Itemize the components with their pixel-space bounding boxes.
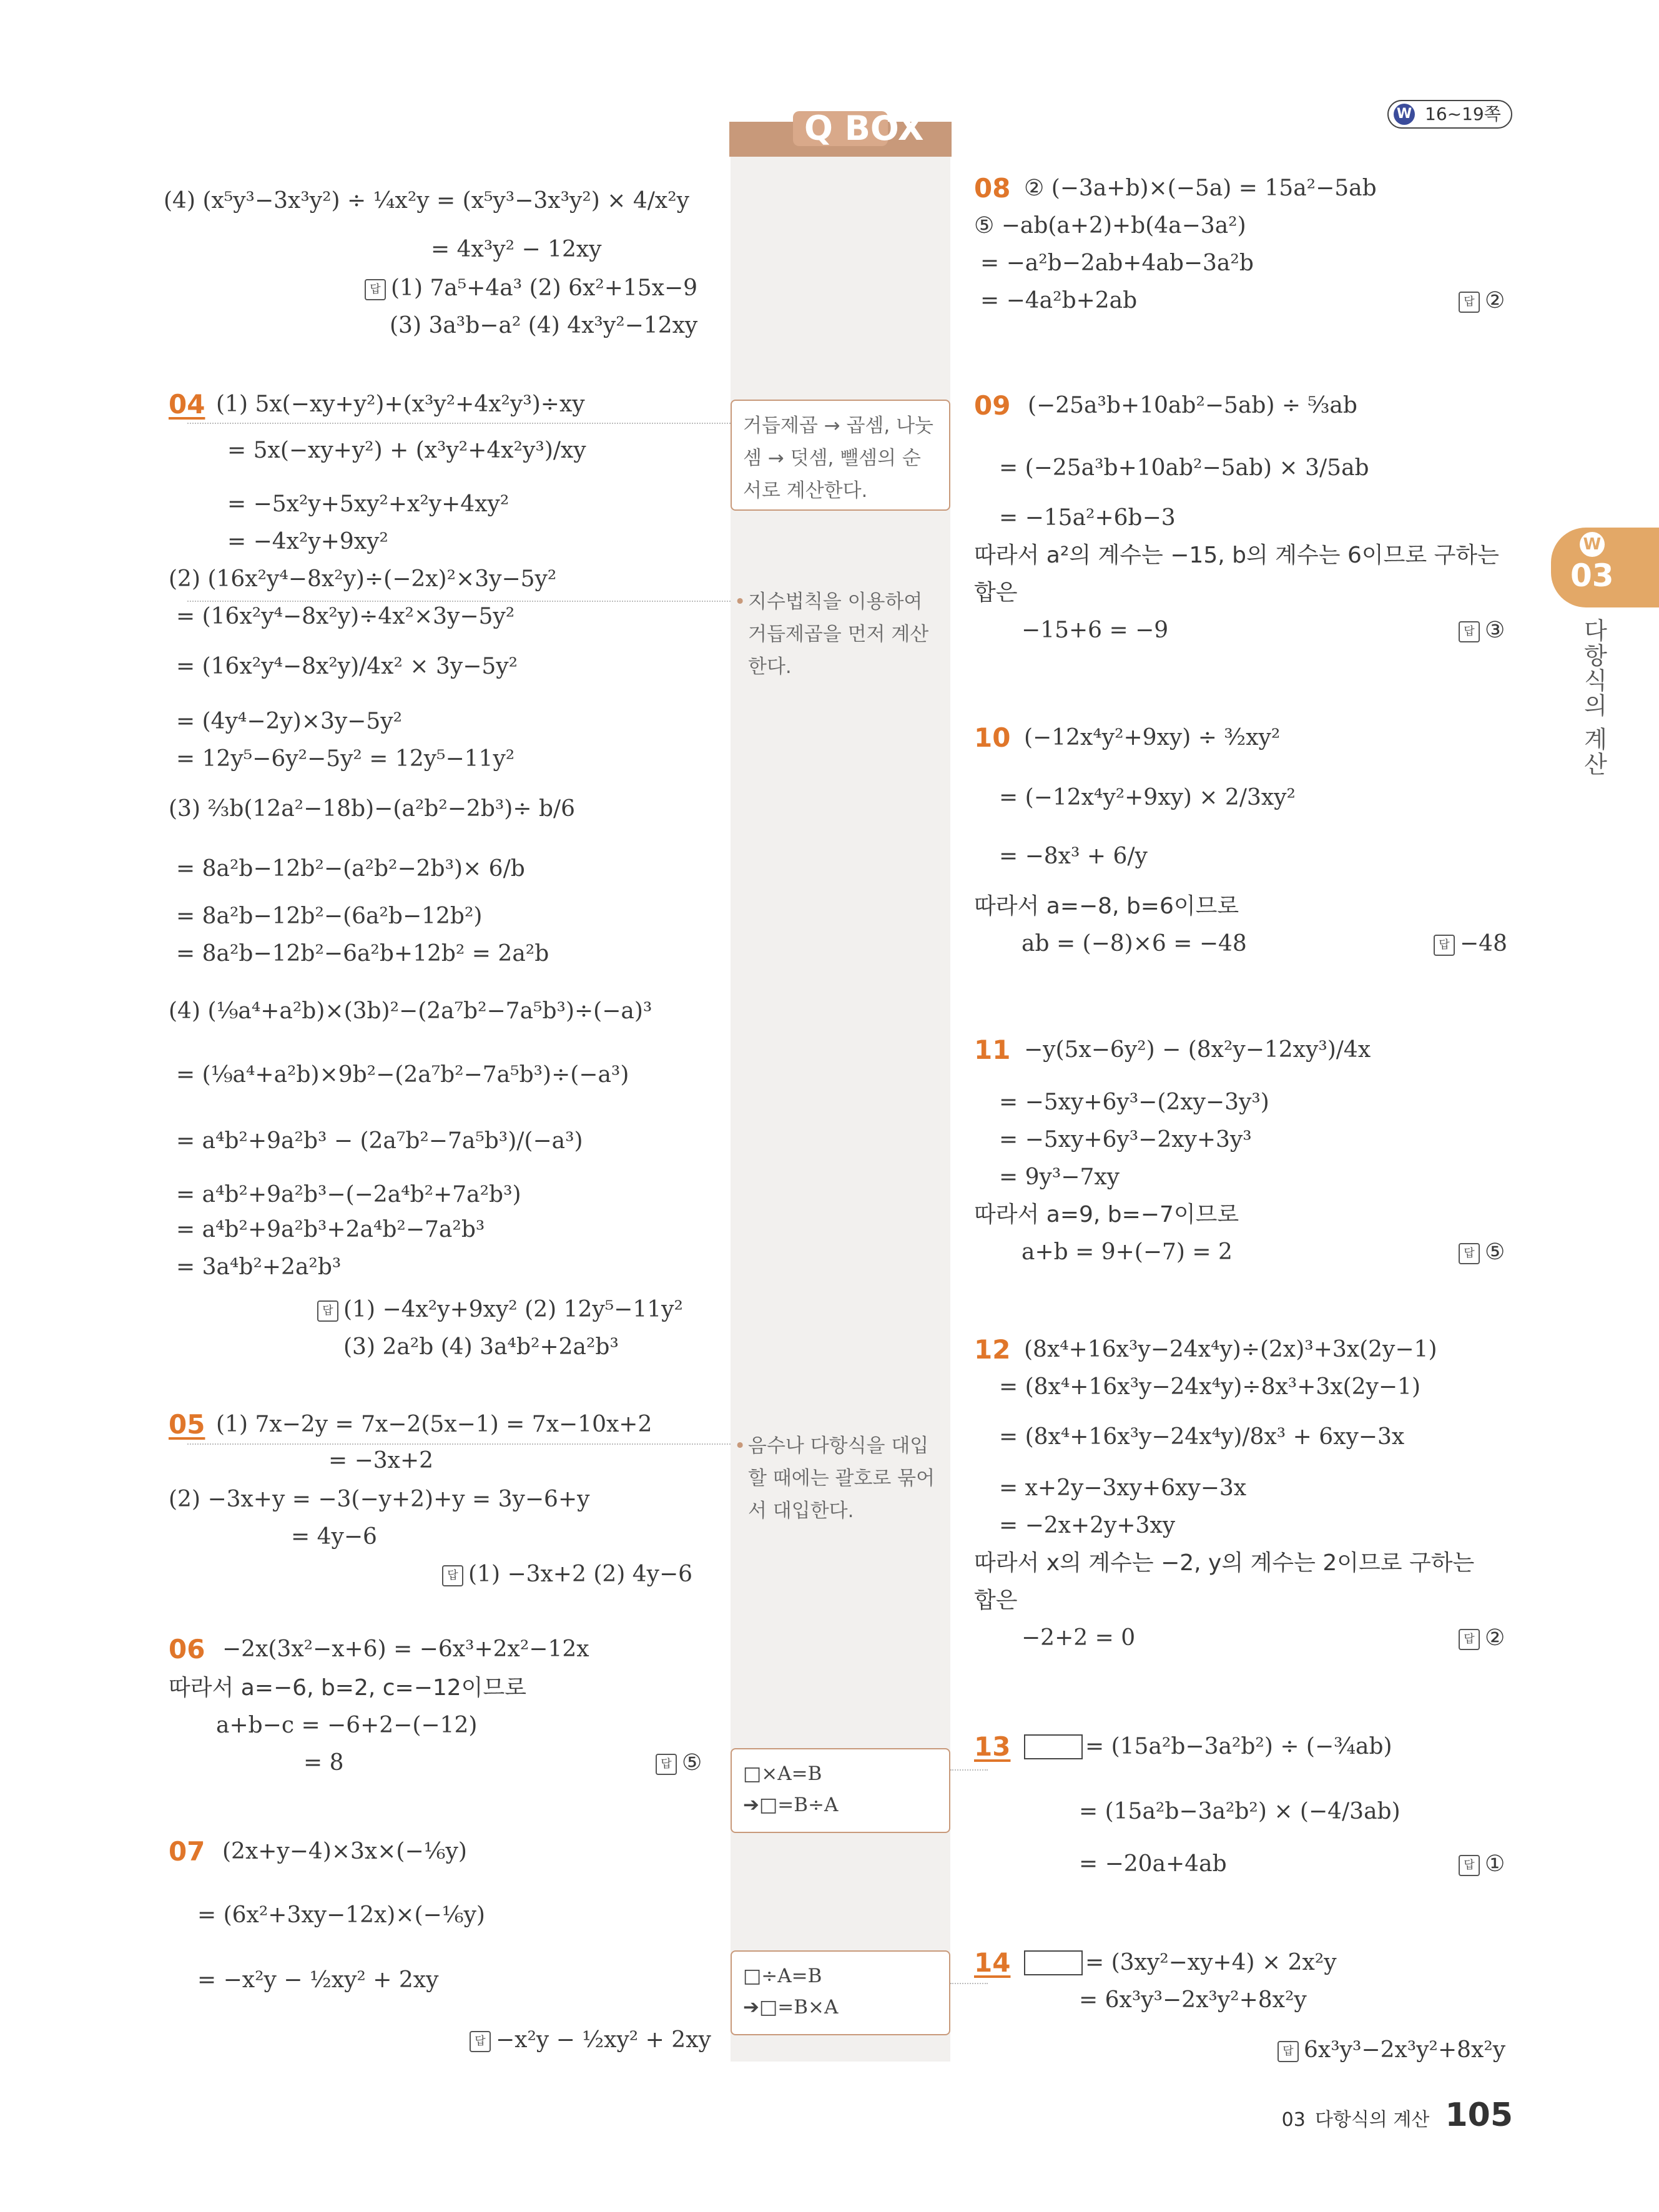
qbox-note-divide bbox=[731, 1950, 950, 2035]
w-badge-icon: W bbox=[1394, 104, 1415, 125]
problem-04-number: 04 bbox=[169, 389, 205, 420]
blank-box bbox=[1024, 1734, 1083, 1759]
answer-mark-icon: 답 bbox=[1434, 935, 1455, 956]
dotted-leader bbox=[950, 1983, 988, 1984]
p11-answer bbox=[1459, 1239, 1505, 1266]
qbox-note-substitute bbox=[731, 1430, 950, 1527]
p04-line: = −4x²y+9xy² bbox=[227, 529, 388, 554]
p10-line: 따라서 a=−8, b=6이므로 bbox=[974, 893, 1239, 919]
problem-10-number: 10 bbox=[974, 722, 1011, 753]
p04-line: = a⁴b²+9a²b³+2a⁴b²−7a²b³ bbox=[176, 1217, 485, 1242]
p11-answer-text: ⑤ bbox=[1485, 1239, 1505, 1265]
p04-line: (3) ²⁄₃b(12a²−18b)−(a²b²−2b³)÷ b/6 bbox=[169, 796, 576, 822]
p12-line: = −2x+2y+3xy bbox=[999, 1513, 1176, 1538]
qbox-divide-rule: □÷A=B bbox=[743, 1965, 822, 1987]
p11-line: = 9y³−7xy bbox=[999, 1164, 1120, 1190]
qbox-note-order: 거듭제곱 → 곱셈, 나눗셈 → 덧셈, 뺄셈의 순서로 계산한다. bbox=[731, 400, 950, 511]
p05-line: (1) 7x−2y = 7x−2(5x−1) = 7x−10x+2 bbox=[216, 1412, 652, 1437]
qbox-divide-result: ➔□=B×A bbox=[743, 1996, 839, 2018]
p13-line: = (15a²b−3a²b²) × (−4/3ab) bbox=[1079, 1799, 1401, 1824]
problem-06-number: 06 bbox=[169, 1634, 205, 1664]
p06-line: a+b−c = −6+2−(−12) bbox=[216, 1713, 478, 1738]
qbox-multiply-result: ➔□=B÷A bbox=[743, 1794, 839, 1816]
p10-line: = (−12x⁴y²+9xy) × 2/3xy² bbox=[999, 785, 1296, 810]
p12-line: = x+2y−3xy+6xy−3x bbox=[999, 1475, 1247, 1501]
p12-line: (8x⁴+16x³y−24x⁴y)÷(2x)³+3x(2y−1) bbox=[1024, 1337, 1437, 1362]
p04-line: = (4y⁴−2y)×3y−5y² bbox=[176, 709, 403, 734]
problem-11-number: 11 bbox=[974, 1035, 1011, 1065]
answer-mark-icon: 답 bbox=[365, 279, 386, 300]
w-tab-badge-icon: W bbox=[1580, 532, 1605, 557]
p07-line: (2x+y−4)×3x×(−¹⁄₆y) bbox=[222, 1839, 467, 1864]
dotted-leader bbox=[187, 1443, 731, 1445]
qbox-note-exponent-text: 지수법칙을 이용하여 거듭제곱을 먼저 계산한다. bbox=[748, 591, 929, 678]
p10-line: = −8x³ + 6/y bbox=[999, 843, 1148, 869]
p03-4-line2: = 4x³y² − 12xy bbox=[431, 237, 602, 262]
p04-line: = 8a²b−12b²−6a²b+12b² = 2a²b bbox=[176, 941, 549, 966]
problem-05-number: 05 bbox=[169, 1409, 205, 1440]
p10-answer bbox=[1434, 930, 1507, 958]
p09-line: 합은 bbox=[974, 580, 1018, 606]
p12-line: = (8x⁴+16x³y−24x⁴y)/8x³ + 6xy−3x bbox=[999, 1424, 1405, 1450]
blank-box bbox=[1024, 1950, 1083, 1975]
answer-mark-icon: 답 bbox=[442, 1565, 463, 1586]
chapter-title-vertical: 다항식의 계산 bbox=[1580, 618, 1607, 777]
p09-answer bbox=[1459, 617, 1505, 644]
qbox-note-exponent bbox=[731, 586, 950, 683]
p04-line: = 8a²b−12b²−(6a²b−12b²) bbox=[176, 903, 483, 929]
p14-line: = (3xy²−xy+4) × 2x²y bbox=[1085, 1950, 1337, 1975]
qbox-multiply-rule: □×A=B bbox=[743, 1762, 822, 1785]
problem-13-number: 13 bbox=[974, 1731, 1011, 1762]
p13-answer-text: ① bbox=[1485, 1851, 1505, 1877]
p05-line: = 4y−6 bbox=[291, 1524, 377, 1550]
p09-answer-text: ③ bbox=[1485, 617, 1505, 643]
p06-line: 따라서 a=−6, b=2, c=−12이므로 bbox=[169, 1675, 527, 1701]
p14-answer bbox=[1277, 2037, 1505, 2064]
p04-answer-1 bbox=[317, 1296, 683, 1324]
qbox-logo-icon bbox=[788, 100, 924, 157]
p09-line: = −15a²+6b−3 bbox=[999, 505, 1176, 531]
answer-mark-icon: 답 bbox=[656, 1754, 677, 1775]
p08-answer bbox=[1459, 287, 1505, 315]
p12-answer-text: ② bbox=[1485, 1625, 1505, 1651]
p14-line: = 6x³y³−2x³y²+8x²y bbox=[1079, 1987, 1307, 2013]
problem-09-number: 09 bbox=[974, 390, 1011, 421]
p13-line: = −20a+4ab bbox=[1079, 1851, 1227, 1877]
dotted-leader bbox=[950, 1769, 988, 1771]
p06-answer bbox=[656, 1749, 702, 1777]
dotted-leader bbox=[187, 423, 731, 424]
problem-12-number: 12 bbox=[974, 1334, 1011, 1365]
p04-line: = a⁴b²+9a²b³ − (2a⁷b²−7a⁵b³)/(−a³) bbox=[176, 1128, 583, 1154]
page-footer bbox=[1282, 2096, 1513, 2134]
answer-mark-icon: 답 bbox=[470, 2031, 491, 2052]
p03-4-line1: (4) (x⁵y³−3x³y²) ÷ ¹⁄₄x²y = (x⁵y³−3x³y²) × 4/x²y bbox=[164, 188, 689, 214]
p04-line: = a⁴b²+9a²b³−(−2a⁴b²+7a²b³) bbox=[176, 1182, 521, 1207]
p11-line: 따라서 a=9, b=−7이므로 bbox=[974, 1202, 1239, 1227]
problem-07-number: 07 bbox=[169, 1836, 205, 1867]
p07-answer bbox=[470, 2027, 711, 2054]
footer-title: 다항식의 계산 bbox=[1314, 2109, 1430, 2131]
p06-line: −2x(3x²−x+6) = −6x³+2x²−12x bbox=[222, 1636, 589, 1662]
p04-line: (2) (16x²y⁴−8x²y)÷(−2x)²×3y−5y² bbox=[169, 566, 557, 592]
p04-line: = 5x(−xy+y²) + (x³y²+4x²y³)/xy bbox=[227, 438, 586, 463]
p06-line: = 8 bbox=[303, 1750, 344, 1776]
bullet-icon: • bbox=[734, 591, 746, 613]
p08-line: = −a²b−2ab+4ab−3a²b bbox=[980, 250, 1254, 276]
qbox-note-substitute-text: 음수나 다항식을 대입할 때에는 괄호로 묶어서 대입한다. bbox=[748, 1435, 935, 1522]
p04-answer-1-text: (1) −4x²y+9xy² (2) 12y⁵−11y² bbox=[343, 1297, 683, 1322]
p13-line: = (15a²b−3a²b²) ÷ (−³⁄₄ab) bbox=[1085, 1734, 1392, 1759]
answer-mark-icon: 답 bbox=[1459, 1243, 1480, 1264]
chapter-tab-label bbox=[1570, 531, 1614, 594]
p09-line: −15+6 = −9 bbox=[1021, 617, 1169, 643]
answer-mark-icon: 답 bbox=[1459, 621, 1480, 642]
answer-mark-icon: 답 bbox=[1459, 292, 1480, 313]
qbox-note-multiply bbox=[731, 1748, 950, 1833]
p11-line: = −5xy+6y³−(2xy−3y³) bbox=[999, 1089, 1269, 1115]
p04-line: = 3a⁴b²+2a²b³ bbox=[176, 1254, 342, 1280]
p05-answer-text: (1) −3x+2 (2) 4y−6 bbox=[468, 1561, 693, 1587]
answer-mark-icon: 답 bbox=[317, 1300, 338, 1322]
p05-answer bbox=[442, 1561, 692, 1588]
p03-answer-1 bbox=[365, 275, 697, 302]
p05-line: (2) −3x+y = −3(−y+2)+y = 3y−6+y bbox=[169, 1487, 590, 1512]
p05-line: = −3x+2 bbox=[328, 1448, 434, 1473]
p10-answer-text: −48 bbox=[1460, 931, 1507, 956]
p04-line: = 8a²b−12b²−(a²b²−2b³)× 6/b bbox=[176, 856, 525, 882]
p12-line: = (8x⁴+16x³y−24x⁴y)÷8x³+3x(2y−1) bbox=[999, 1374, 1420, 1400]
p08-answer-text: ② bbox=[1485, 288, 1505, 313]
p12-line: 따라서 x의 계수는 −2, y의 계수는 2이므로 구하는 bbox=[974, 1550, 1475, 1576]
p03-answer-2: (3) 3a³b−a² (4) 4x³y²−12xy bbox=[390, 313, 698, 338]
answer-mark-icon: 답 bbox=[1277, 2041, 1299, 2062]
p04-line: = (¹⁄₉a⁴+a²b)×9b²−(2a⁷b²−7a⁵b³)÷(−a³) bbox=[176, 1062, 629, 1088]
p09-line: = (−25a³b+10ab²−5ab) × 3/5ab bbox=[999, 455, 1369, 481]
p12-answer bbox=[1459, 1625, 1505, 1652]
problem-08-number: 08 bbox=[974, 173, 1011, 204]
p07-line: = −x²y − ¹⁄₂xy² + 2xy bbox=[197, 1967, 439, 1993]
p08-line: ② (−3a+b)×(−5a) = 15a²−5ab bbox=[1024, 175, 1377, 201]
p04-answer-2: (3) 2a²b (4) 3a⁴b²+2a²b³ bbox=[343, 1334, 619, 1360]
p08-line: ⑤ −ab(a+2)+b(4a−3a²) bbox=[974, 213, 1246, 238]
p10-line: ab = (−8)×6 = −48 bbox=[1021, 931, 1247, 956]
p06-answer-text: ⑤ bbox=[682, 1750, 702, 1776]
p10-line: (−12x⁴y²+9xy) ÷ ³⁄₂xy² bbox=[1024, 725, 1281, 750]
p04-line: = (16x²y⁴−8x²y)/4x² × 3y−5y² bbox=[176, 654, 518, 679]
p09-line: 따라서 a²의 계수는 −15, b의 계수는 6이므로 구하는 bbox=[974, 543, 1499, 568]
p08-line: = −4a²b+2ab bbox=[980, 288, 1138, 313]
p13-answer bbox=[1459, 1851, 1505, 1878]
p11-line: = −5xy+6y³−2xy+3y³ bbox=[999, 1127, 1252, 1153]
p04-line: = (16x²y⁴−8x²y)÷4x²×3y−5y² bbox=[176, 604, 515, 629]
p09-line: (−25a³b+10ab²−5ab) ÷ ⁵⁄₃ab bbox=[1028, 393, 1357, 418]
p12-line: −2+2 = 0 bbox=[1021, 1625, 1136, 1651]
p11-line: a+b = 9+(−7) = 2 bbox=[1021, 1239, 1233, 1265]
answer-mark-icon: 답 bbox=[1459, 1629, 1480, 1650]
p04-line: (1) 5x(−xy+y²)+(x³y²+4x²y³)÷xy bbox=[216, 391, 585, 417]
p04-line: = −5x²y+5xy²+x²y+4xy² bbox=[227, 491, 510, 517]
bullet-icon: • bbox=[734, 1435, 746, 1457]
chapter-number: 03 bbox=[1570, 558, 1614, 594]
problem-14-number: 14 bbox=[974, 1947, 1011, 1978]
p03-answer-1-text: (1) 7a⁵+4a³ (2) 6x²+15x−9 bbox=[391, 275, 698, 301]
p07-answer-text: −x²y − ¹⁄₂xy² + 2xy bbox=[496, 2027, 711, 2053]
p07-line: = (6x²+3xy−12x)×(−¹⁄₆y) bbox=[197, 1902, 485, 1928]
page-reference-text: 16~19쪽 bbox=[1425, 104, 1501, 124]
p14-answer-text: 6x³y³−2x³y²+8x²y bbox=[1304, 2037, 1506, 2063]
page-number: 105 bbox=[1445, 2096, 1513, 2134]
p11-line: −y(5x−6y²) − (8x²y−12xy³)/4x bbox=[1024, 1037, 1371, 1063]
dotted-leader bbox=[187, 601, 731, 602]
p12-line: 합은 bbox=[974, 1588, 1018, 1613]
footer-chapter: 03 bbox=[1281, 2109, 1306, 2131]
p04-line: (4) (¹⁄₉a⁴+a²b)×(3b)²−(2a⁷b²−7a⁵b³)÷(−a)³ bbox=[169, 998, 652, 1024]
p04-line: = 12y⁵−6y²−5y² = 12y⁵−11y² bbox=[176, 746, 515, 772]
qbox-title: Q BOX bbox=[804, 109, 924, 148]
answer-mark-icon: 답 bbox=[1459, 1855, 1480, 1876]
